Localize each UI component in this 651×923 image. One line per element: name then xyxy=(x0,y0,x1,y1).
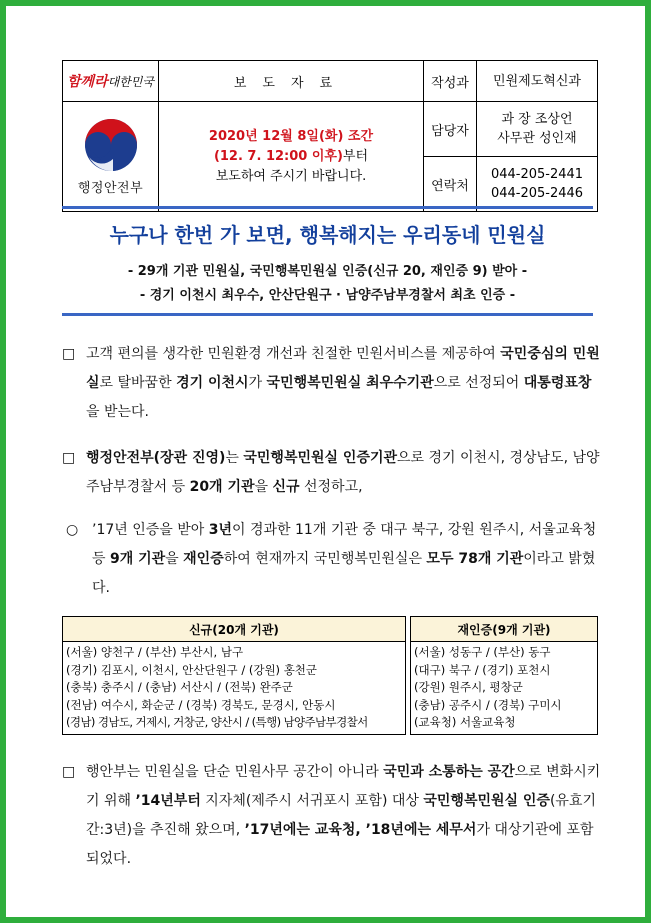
embargo-request: 보도하여 주시기 바랍니다. xyxy=(215,168,367,184)
taegeuk-emblem-icon xyxy=(83,117,139,173)
table-row: (경기) 김포시, 이천시, 안산단원구 / (강원) 홍천군 xyxy=(66,662,318,677)
slogan-text: 대한민국 xyxy=(107,74,154,89)
embargo-notice xyxy=(159,102,424,212)
headline-subtitle-1: - 29개 기관 민원실, 국민행복민원실 인증(신규 20, 재인증 9) 받아 - xyxy=(127,264,528,279)
bullet-square: □ xyxy=(62,450,76,466)
embargo-time: (12. 7. 12:00 이후) xyxy=(213,148,343,164)
author-value: 민원제도혁신과 xyxy=(477,61,598,102)
table-row: (충남) 공주시 / (경북) 구미시 xyxy=(414,697,562,712)
paragraph-3: ○ ’17년 인증을 받아 3년이 경과한 11개 기관 중 대구 북구, 강원 원주시, 서울교육청 등 9개 기관을 재인증하여 현재까지 국민행복민원실은 모두 78개 기관이라고 밝혔다. xyxy=(66,516,602,603)
table-row: (서울) 양천구 / (부산) 부산시, 남구 xyxy=(66,645,244,659)
contact-line-2: 사무관 성인재 xyxy=(497,131,577,146)
recert-institutions-cell xyxy=(411,642,598,735)
phone-line-2: 044-205-2446 xyxy=(490,186,584,201)
table-header-new: 신규(20개 기관) xyxy=(63,617,406,642)
certified-institutions-table xyxy=(62,616,598,735)
headline-title: 누구나 한번 가 보면, 행복해지는 우리동네 민원실 xyxy=(109,223,546,247)
bullet-square: □ xyxy=(62,346,76,362)
embargo-time-suffix: 부터 xyxy=(342,148,369,164)
table-row: (경남) 경남도, 거제시, 거창군, 양산시 / (특행) 남양주남부경찰서 xyxy=(66,715,368,729)
slogan-logo xyxy=(63,61,158,101)
headline-bottom-rule xyxy=(62,313,593,316)
org-name: 행정안전부 xyxy=(77,181,144,196)
contact-value xyxy=(477,102,598,157)
phone-value xyxy=(477,157,598,212)
table-row: (충북) 충주시 / (충남) 서산시 / (전북) 완주군 xyxy=(66,680,293,694)
phone-line-1: 044-205-2441 xyxy=(490,167,584,182)
table-row: (대구) 북구 / (경기) 포천시 xyxy=(414,662,551,677)
contact-line-1: 과 장 조상언 xyxy=(501,112,573,127)
paragraph-1: □ 고객 편의를 생각한 민원환경 개선과 친절한 민원서비스를 제공하여 국민중심의 민원실로 탈바꿈한 경기 이천시가 국민행복민원실 최우수기관으로 선정되어 대통령표창을 받는다. xyxy=(62,340,602,427)
slogan-red-text: 함께라 xyxy=(67,74,108,90)
table-row: (강원) 원주시, 평창군 xyxy=(414,680,523,694)
table-row: (교육청) 서울교육청 xyxy=(414,715,516,729)
contact-label: 담당자 xyxy=(424,102,477,157)
bullet-square: □ xyxy=(62,764,76,780)
bullet-circle: ○ xyxy=(66,522,79,538)
headline-subtitle-2: - 경기 이천시 최우수, 안산단원구 · 남양주남부경찰서 최초 인증 - xyxy=(139,288,516,303)
table-row: (전남) 여수시, 화순군 / (경북) 경북도, 문경시, 안동시 xyxy=(66,697,336,712)
slogan-cell xyxy=(63,61,159,102)
new-institutions-cell xyxy=(63,642,406,735)
table-row: (서울) 성동구 / (부산) 동구 xyxy=(414,645,551,659)
phone-label: 연락처 xyxy=(424,157,477,212)
page-title: 보도자료 xyxy=(159,61,424,102)
headline-top-rule xyxy=(62,206,593,209)
press-release-header xyxy=(62,60,598,212)
paragraph-2: □ 행정안전부(장관 진영)는 국민행복민원실 인증기관으로 경기 이천시, 경상남도, 남양주남부경찰서 등 20개 기관을 신규 선정하고, xyxy=(62,444,602,502)
paragraph-4: □ 행안부는 민원실을 단순 민원사무 공간이 아니라 국민과 소통하는 공간으로 변화시키기 위해 ’14년부터 지자체(제주시 서귀포시 포함) 대상 국민행복민원실 인증(유효기간:3년)을 추진해 왔으며, ’17년에는 교육청, ’18년에는 세무서가 대상기관에 포함되었다. xyxy=(62,758,602,874)
emblem-cell xyxy=(63,102,159,212)
author-label: 작성과 xyxy=(424,61,477,102)
table-header-recert: 재인증(9개 기관) xyxy=(411,617,598,642)
embargo-date: 2020년 12월 8일(화) 조간 xyxy=(208,128,374,144)
